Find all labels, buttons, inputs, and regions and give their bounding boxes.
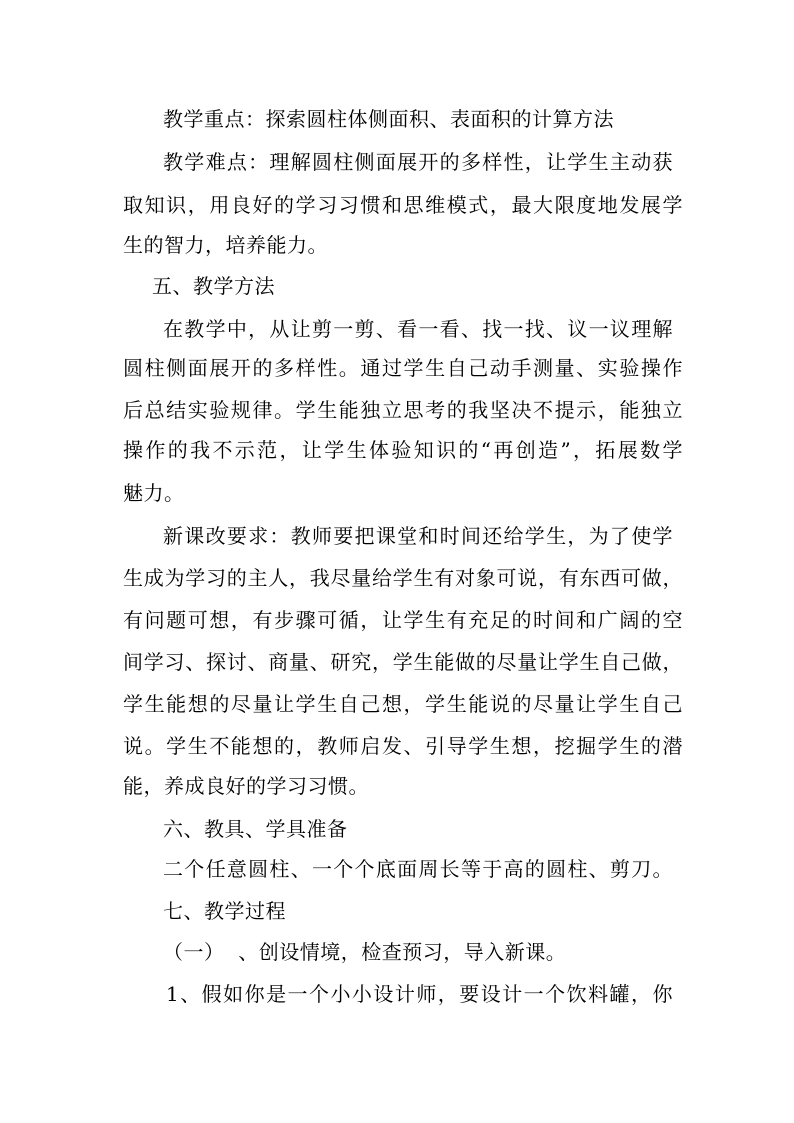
paragraph-line: 有问题可想，有步骤可循，让学生有充足的时间和广阔的空 [123,608,683,632]
paragraph-line: 后总结实验规律。学生能独立思考的我坚决不提示，能独立 [123,398,683,422]
paragraph-line: 魅力。 [123,481,185,505]
paragraph-line: 取知识，用良好的学习习惯和思维模式，最大限度地发展学 [123,193,683,217]
paragraph-line: 说。学生不能想的，教师启发、引导学生想，挖掘学生的潜 [123,734,683,758]
paragraph-line: 生成为学习的主人，我尽量给学生有对象可说，有东西可做， [123,566,683,590]
section-heading: 六、教具、学具准备 [163,817,348,841]
paragraph-line: 操作的我不示范，让学生体验知识的“再创造”，拓展数学 [123,438,683,462]
paragraph-line: 在教学中，从让剪一剪、看一看、找一找、议一议理解 [163,317,673,341]
subsection-heading: （一） 、创设情境，检查预习，导入新课。 [163,940,567,964]
paragraph-line: 间学习、探讨、商量、研究，学生能做的尽量让学生自己做， [123,650,683,674]
paragraph-line: 1、假如你是一个小小设计师，要设计一个饮料罐，你 [166,982,673,1006]
paragraph-line: 圆柱侧面展开的多样性。通过学生自己动手测量、实验操作 [123,356,683,380]
paragraph-line: 生的智力，培养能力。 [123,233,328,257]
section-heading: 五、教学方法 [152,274,275,298]
paragraph-line: 学生能想的尽量让学生自己想，学生能说的尽量让学生自己 [123,692,683,716]
paragraph-line: 二个任意圆柱、一个个底面周长等于高的圆柱、剪刀。 [163,857,673,881]
paragraph-line: 教学重点：探索圆柱体侧面积、表面积的计算方法 [163,107,614,131]
paragraph-line: 能，养成良好的学习习惯。 [123,774,369,798]
paragraph-line: 新课改要求：教师要把课堂和时间还给学生，为了使学 [163,524,673,548]
paragraph-line: 教学难点：理解圆柱侧面展开的多样性，让学生主动获 [163,150,673,174]
section-heading: 七、教学过程 [163,899,286,923]
